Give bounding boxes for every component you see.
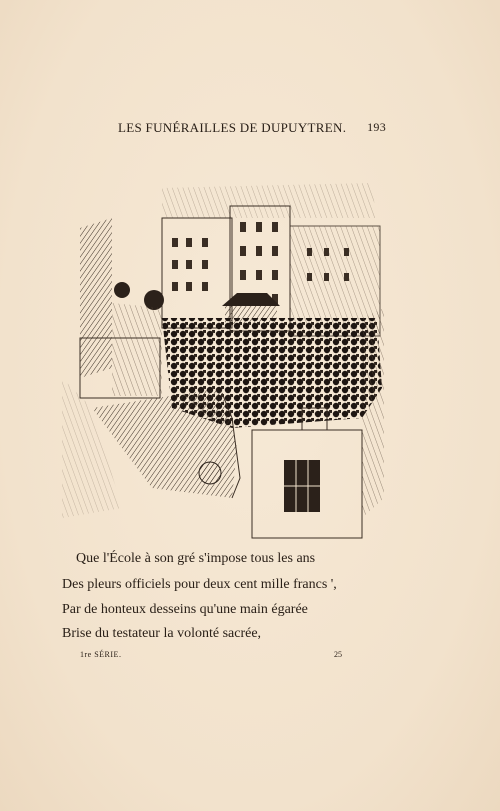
running-title: LES FUNÉRAILLES DE DUPUYTREN. — [118, 120, 347, 135]
verse-line-4: Brise du testateur la volonté sacrée, — [62, 626, 262, 641]
engraving-funeral-crowd-icon — [62, 178, 388, 548]
signature-mark: 1re SÉRIE. — [80, 650, 122, 659]
signature-number: 25 — [334, 650, 342, 659]
running-head — [112, 118, 388, 138]
verse-line-2: Des pleurs officiels pour deux cent mille francs ', — [62, 577, 337, 592]
verse-line-1: Que l'École à son gré s'impose tous les ans — [76, 551, 316, 566]
verse-line-3: Par de honteux desseins qu'une main égarée — [62, 602, 308, 617]
page-number: 193 — [367, 120, 386, 134]
